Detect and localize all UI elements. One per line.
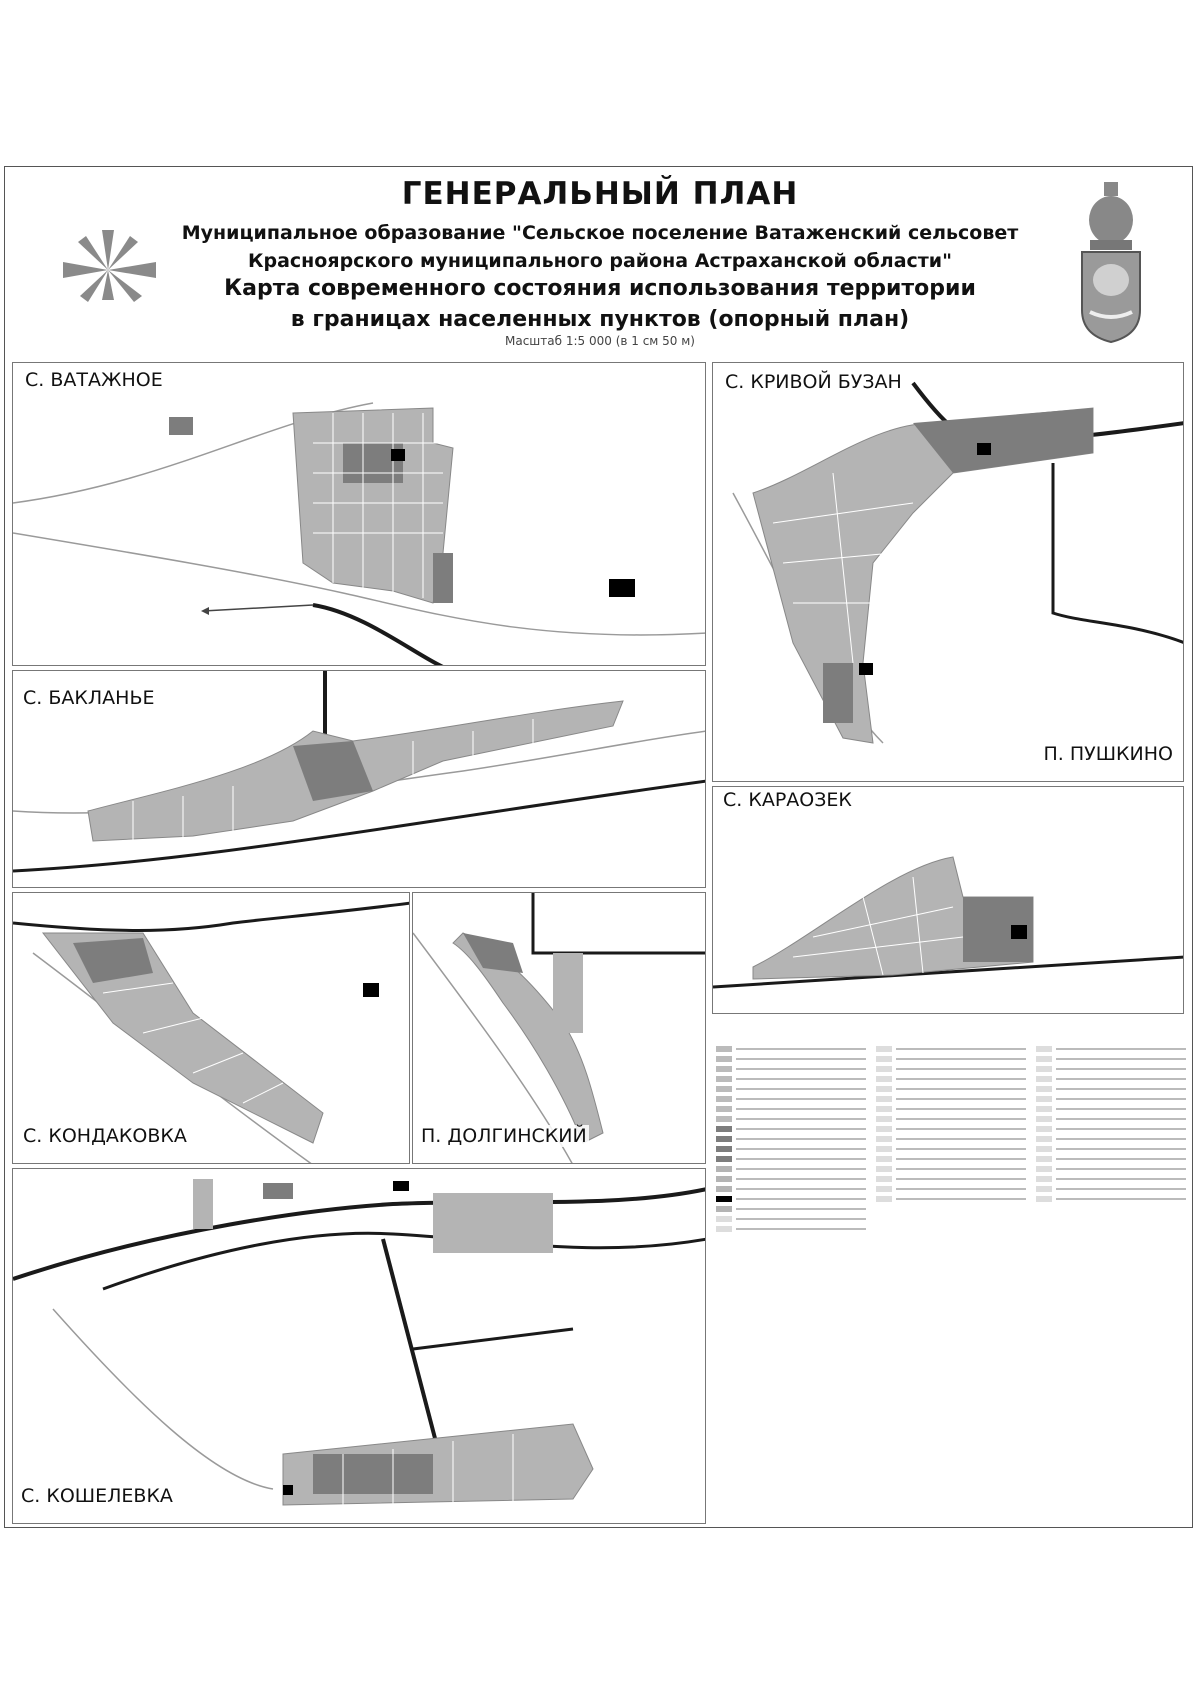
- map-subtitle: Карта современного состояния использования территории: [224, 276, 976, 301]
- panel-dolginsky[interactable]: [412, 892, 706, 1164]
- panel-karaozek[interactable]: [712, 786, 1184, 1014]
- panel-koshelevka[interactable]: [12, 1168, 706, 1524]
- panel-kondakovka[interactable]: [12, 892, 410, 1164]
- settlement-label-pushkino: П. ПУШКИНО: [1043, 743, 1173, 765]
- district-line: Красноярского муниципального района Астраханской области": [247, 250, 953, 272]
- settlement-label-vatazhnoe: С. ВАТАЖНОЕ: [25, 369, 163, 391]
- settlement-label-kondakovka: С. КОНДАКОВКА: [23, 1125, 187, 1147]
- panel-baklanye[interactable]: [12, 670, 706, 888]
- map-title: ГЕНЕРАЛЬНЫЙ ПЛАН: [401, 176, 799, 212]
- settlement-label-dolginsky: П. ДОЛГИНСКИЙ: [421, 1125, 587, 1147]
- municipality-line: Муниципальное образование "Сельское поселение Ватаженский сельсовет: [181, 222, 1019, 244]
- legend-column-1: [716, 1044, 866, 1234]
- panel-krivoy-buzan[interactable]: [712, 362, 1184, 782]
- settlement-label-koshelevka: С. КОШЕЛЕВКА: [21, 1485, 173, 1507]
- legend-column-3: [1036, 1044, 1186, 1204]
- map-subtitle-2: в границах населенных пунктов (опорный план): [290, 307, 910, 332]
- panel-vatazhnoe[interactable]: [12, 362, 706, 666]
- map-scale: Масштаб 1:5 000 (в 1 см 50 м): [505, 334, 695, 348]
- settlement-label-baklanye: С. БАКЛАНЬЕ: [23, 687, 155, 709]
- settlement-label-krivoy-buzan: С. КРИВОЙ БУЗАН: [725, 371, 902, 393]
- legend-column-2: [876, 1044, 1026, 1204]
- map-legend: [716, 1020, 1184, 1528]
- settlement-label-karaozek: С. КАРАОЗЕК: [723, 789, 852, 811]
